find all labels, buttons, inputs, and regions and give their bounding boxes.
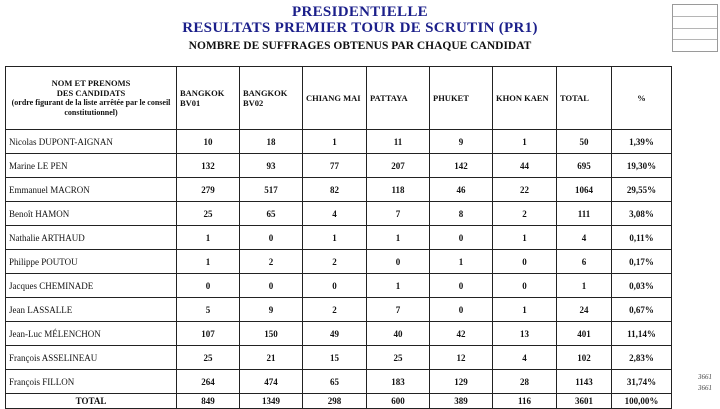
vote-cell: 0	[430, 226, 493, 250]
vote-cell: 42	[430, 322, 493, 346]
candidate-name: Philippe POUTOU	[6, 250, 177, 274]
vote-cell: 10	[177, 130, 240, 154]
table-row	[6, 130, 672, 154]
header-candidate-name	[6, 67, 177, 130]
total-label: TOTAL	[6, 394, 177, 409]
candidate-name: Jean LASSALLE	[6, 298, 177, 322]
vote-cell: 0	[240, 274, 303, 298]
vote-cell: 77	[303, 154, 367, 178]
total-vote-cell: 389	[430, 394, 493, 409]
total-cell: 1143	[557, 370, 612, 394]
side-number: 3661	[698, 384, 712, 392]
vote-cell: 107	[177, 322, 240, 346]
vote-cell: 517	[240, 178, 303, 202]
grand-percent-cell: 100,00%	[612, 394, 672, 409]
header-col: PATTAYA	[367, 67, 430, 130]
vote-cell: 0	[493, 250, 557, 274]
total-vote-cell: 849	[177, 394, 240, 409]
vote-cell: 7	[367, 202, 430, 226]
vote-cell: 18	[240, 130, 303, 154]
percent-cell: 19,30%	[612, 154, 672, 178]
vote-cell: 11	[367, 130, 430, 154]
vote-cell: 25	[367, 346, 430, 370]
vote-cell: 0	[367, 250, 430, 274]
vote-cell: 2	[493, 202, 557, 226]
vote-cell: 12	[430, 346, 493, 370]
vote-cell: 207	[367, 154, 430, 178]
header-name-line2: DES CANDIDATS	[56, 88, 126, 98]
vote-cell: 5	[177, 298, 240, 322]
vote-cell: 0	[303, 274, 367, 298]
vote-cell: 474	[240, 370, 303, 394]
vote-cell: 0	[240, 226, 303, 250]
header-col: TOTAL	[557, 67, 612, 130]
total-cell: 111	[557, 202, 612, 226]
table-row	[6, 178, 672, 202]
table-row	[6, 250, 672, 274]
total-vote-cell: 298	[303, 394, 367, 409]
header-col: %	[612, 67, 672, 130]
percent-cell: 29,55%	[612, 178, 672, 202]
header-col: PHUKET	[430, 67, 493, 130]
vote-cell: 150	[240, 322, 303, 346]
results-table	[5, 66, 672, 409]
vote-cell: 93	[240, 154, 303, 178]
vote-cell: 118	[367, 178, 430, 202]
vote-cell: 1	[430, 250, 493, 274]
percent-cell: 2,83%	[612, 346, 672, 370]
page-title: PRESIDENTIELLE	[292, 4, 428, 20]
total-vote-cell: 600	[367, 394, 430, 409]
page-subtitle: RESULTATS PREMIER TOUR DE SCRUTIN (PR1)	[182, 20, 538, 36]
vote-cell: 1	[367, 226, 430, 250]
vote-cell: 25	[177, 346, 240, 370]
table-caption: NOMBRE DE SUFFRAGES OBTENUS PAR CHAQUE CANDIDAT	[188, 40, 532, 52]
header-col: KHON KAEN	[493, 67, 557, 130]
vote-cell: 1	[177, 226, 240, 250]
total-cell: 4	[557, 226, 612, 250]
header-row	[6, 67, 672, 130]
vote-cell: 1	[493, 226, 557, 250]
vote-cell: 1	[367, 274, 430, 298]
vote-cell: 1	[303, 130, 367, 154]
vote-cell: 183	[367, 370, 430, 394]
candidate-name: Nicolas DUPONT-AIGNAN	[6, 130, 177, 154]
vote-cell: 28	[493, 370, 557, 394]
vote-cell: 21	[240, 346, 303, 370]
percent-cell: 11,14%	[612, 322, 672, 346]
table-row	[6, 322, 672, 346]
vote-cell: 65	[240, 202, 303, 226]
vote-cell: 0	[430, 274, 493, 298]
vote-cell: 22	[493, 178, 557, 202]
vote-cell: 13	[493, 322, 557, 346]
header-col: BANGKOK BV01	[177, 67, 240, 130]
vote-cell: 142	[430, 154, 493, 178]
table-row	[6, 226, 672, 250]
total-cell: 695	[557, 154, 612, 178]
vote-cell: 2	[303, 250, 367, 274]
vote-cell: 2	[303, 298, 367, 322]
percent-cell: 0,11%	[612, 226, 672, 250]
total-row	[6, 394, 672, 409]
vote-cell: 9	[240, 298, 303, 322]
total-vote-cell: 116	[493, 394, 557, 409]
vote-cell: 1	[493, 130, 557, 154]
vote-cell: 49	[303, 322, 367, 346]
grand-total-cell: 3601	[557, 394, 612, 409]
corner-line	[673, 28, 717, 29]
header-col: BANGKOK BV02	[240, 67, 303, 130]
vote-cell: 7	[367, 298, 430, 322]
vote-cell: 1	[493, 298, 557, 322]
corner-box	[672, 4, 718, 52]
vote-cell: 4	[303, 202, 367, 226]
corner-line	[673, 39, 717, 40]
vote-cell: 9	[430, 130, 493, 154]
vote-cell: 0	[493, 274, 557, 298]
percent-cell: 31,74%	[612, 370, 672, 394]
vote-cell: 1	[177, 250, 240, 274]
percent-cell: 0,67%	[612, 298, 672, 322]
percent-cell: 0,03%	[612, 274, 672, 298]
percent-cell: 0,17%	[612, 250, 672, 274]
header-name-line3: (ordre figurant de la liste arrêtée par le conseil constitutionnel)	[11, 98, 171, 117]
header-col: CHIANG MAI	[303, 67, 367, 130]
total-cell: 1064	[557, 178, 612, 202]
table-row	[6, 370, 672, 394]
total-cell: 1	[557, 274, 612, 298]
vote-cell: 46	[430, 178, 493, 202]
vote-cell: 1	[303, 226, 367, 250]
total-cell: 24	[557, 298, 612, 322]
candidate-name: Marine LE PEN	[6, 154, 177, 178]
vote-cell: 44	[493, 154, 557, 178]
vote-cell: 15	[303, 346, 367, 370]
header-name-line1: NOM ET PRENOMS	[51, 78, 131, 88]
vote-cell: 25	[177, 202, 240, 226]
total-cell: 6	[557, 250, 612, 274]
candidate-name: Jacques CHEMINADE	[6, 274, 177, 298]
table-row	[6, 346, 672, 370]
table-row	[6, 202, 672, 226]
vote-cell: 65	[303, 370, 367, 394]
candidate-name: Jean-Luc MÉLENCHON	[6, 322, 177, 346]
vote-cell: 279	[177, 178, 240, 202]
table-row	[6, 274, 672, 298]
total-cell: 401	[557, 322, 612, 346]
total-cell: 102	[557, 346, 612, 370]
candidate-name: François FILLON	[6, 370, 177, 394]
percent-cell: 1,39%	[612, 130, 672, 154]
total-vote-cell: 1349	[240, 394, 303, 409]
candidate-name: François ASSELINEAU	[6, 346, 177, 370]
vote-cell: 132	[177, 154, 240, 178]
candidate-name: Nathalie ARTHAUD	[6, 226, 177, 250]
candidate-name: Emmanuel MACRON	[6, 178, 177, 202]
vote-cell: 2	[240, 250, 303, 274]
vote-cell: 0	[177, 274, 240, 298]
percent-cell: 3,08%	[612, 202, 672, 226]
vote-cell: 40	[367, 322, 430, 346]
table-row	[6, 298, 672, 322]
table-row	[6, 154, 672, 178]
vote-cell: 129	[430, 370, 493, 394]
corner-line	[673, 16, 717, 17]
total-cell: 50	[557, 130, 612, 154]
vote-cell: 0	[430, 298, 493, 322]
side-number: 3661	[698, 373, 712, 381]
vote-cell: 8	[430, 202, 493, 226]
vote-cell: 4	[493, 346, 557, 370]
vote-cell: 82	[303, 178, 367, 202]
candidate-name: Benoît HAMON	[6, 202, 177, 226]
vote-cell: 264	[177, 370, 240, 394]
